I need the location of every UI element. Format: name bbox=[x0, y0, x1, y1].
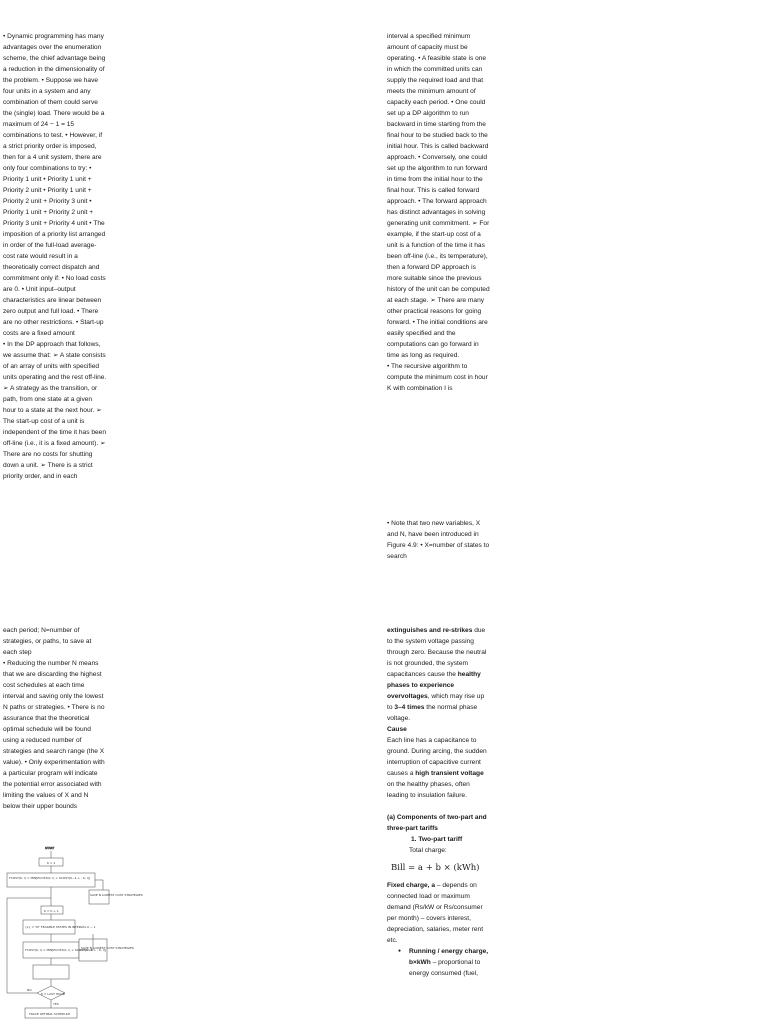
text: on the healthy phases, often leading to insulation failure. bbox=[387, 781, 470, 799]
list-item bbox=[409, 946, 491, 979]
flow-start: START bbox=[45, 846, 55, 850]
paragraph bbox=[387, 735, 491, 801]
paragraph: interval a specified minimum amount of capacity must be operating. • A feasible state is one in which the committed units can supply the required load and that meets the minimum amount of capacity each period. • One could set up a DP algorithm to run backward in time starting from the final hour to be studied back to the initial hour. This is called backward approach. • Conversely, one could set up the algorithm to run forward in time from the initial hour to the final hour. This is called forward approach. • The forward approach has distinct advantages in solving generating unit commitment. ➢ For example, if the start-up cost of a unit is a function of the time it has been off-line (i.e., its temperature), then a forward DP approach is more suitable since the previous history of the unit can be computed at each stage. ➢ There are many other practical reasons for going forward. • The initial conditions are easily specified and the computations can go forward in time as long as required. bbox=[387, 33, 490, 359]
text: – depends on connected load or maximum demand (Rs/kW or Rs/consumer per month) – covers interest, depreciation, salaries, meter rent etc. bbox=[387, 882, 484, 944]
flow-kk1: K = K + 1 bbox=[44, 909, 59, 913]
flowchart-svg bbox=[3, 843, 143, 1024]
total-charge-label: Total charge: bbox=[409, 847, 447, 854]
text: due to the system voltage passing through zero. Because the neutral is not grounded, the system capacitances cause the bbox=[387, 627, 487, 678]
dp-flowchart-figure bbox=[3, 843, 143, 1024]
text: , which may rise up to bbox=[387, 693, 485, 711]
text: – proportional to energy consumed (fuel, bbox=[409, 959, 481, 977]
flow-yes: YES bbox=[53, 1002, 59, 1006]
flow-box bbox=[33, 965, 69, 979]
text: the normal phase voltage. bbox=[387, 704, 478, 722]
text-column-top-left bbox=[3, 31, 107, 482]
text-column-top-right bbox=[387, 31, 491, 394]
bill-formula: Bill = a + b × (kWh) bbox=[391, 863, 480, 873]
text-column-bottom-left bbox=[3, 625, 107, 812]
flow-k1: K = 1 bbox=[47, 861, 56, 865]
paragraph: • Note that two new variables, X and N, have been introduced in Figure 4.9: • X=number of states to search bbox=[387, 520, 490, 560]
paragraph: • In the DP approach that follows, we assume that: ➢ A state consists of an array of units with specified units operating and the rest off-line. ➢ A strategy as the transition, or path, from one state at a given hour to a state at the next hour. ➢ The start-up cost of a unit is independent of the time it has been off-line (i.e., it is a fixed amount). ➢ There are no costs for shutting down a unit. ➢ There is a strict priority order, and in each bbox=[3, 341, 107, 480]
bold-text: 3–4 times bbox=[394, 704, 425, 711]
flow-save-n: SAVE N LOWEST COST STRATEGIES bbox=[90, 893, 143, 897]
bold-text: healthy phases to experience overvoltages bbox=[387, 671, 481, 700]
flow-l-states: {L} = "N" FEASIBLE STATES IN INTERVAL K − 1 bbox=[25, 925, 96, 929]
paragraph bbox=[387, 625, 491, 724]
paragraph bbox=[387, 880, 491, 946]
paragraph: • Reducing the number N means that we are discarding the highest cost schedules at each time interval and saving only the lowest N paths or strategies. • There is no assurance that the theoretical optimal schedule will be found using a reduced number of strategies and search range (the X value). • Only experimentation with a particular program will indicate the potential error associated with limiting the values of X and N below their upper bounds bbox=[3, 660, 105, 810]
paragraph: • The recursive algorithm to compute the minimum cost in hour K with combination I is bbox=[387, 363, 488, 392]
section-label bbox=[387, 724, 491, 735]
bold-text: Running / energy charge, b×kWh bbox=[409, 948, 489, 966]
tariff-heading-text: (a) Components of two-part and three-part tariffs bbox=[387, 814, 487, 832]
tariff-heading bbox=[387, 812, 491, 834]
flow-save-x: SAVE N LOWEST COST STRATEGIES bbox=[81, 946, 134, 950]
text-column-bottom-right bbox=[387, 625, 491, 979]
cause-label: Cause bbox=[387, 726, 407, 733]
tariff-item-text: 1. Two-part tariff bbox=[411, 836, 463, 843]
flow-trace: TRACE OPTIMAL SCHEDULE bbox=[29, 1012, 71, 1016]
bold-text: Fixed charge, a bbox=[387, 882, 436, 889]
text-column-top-right-note bbox=[387, 518, 491, 562]
flow-last-hour: K = LAST HOUR bbox=[41, 992, 65, 996]
bold-text: extinguishes and re-strikes bbox=[387, 627, 473, 634]
paragraph: • Dynamic programming has many advantages over the enumeration scheme, the chief advantage being a reduction in the dimensionality of the problem. • Suppose we have four units in a system and any combination of them could serve the (single) load. There would be a maximum of 24 − 1 = 15 combinations to test. • However, if a strict priority order is imposed, then for a 4 unit system, there are only four combinations to try: • Priority 1 unit • Priority 1 unit + Priority 2 unit • Priority 1 unit + Priority 2 unit + Priority 3 unit • Priority 1 unit + Priority 2 unit + Priority 3 unit + Priority 4 unit • The imposition of a priority list arranged in order of the full-load average-cost rate would result in a theoretically correct dispatch and commitment only if: • No load costs are 0. • Unit input–output characteristics are linear between zero output and full load. • There are no other restrictions. • Start-up costs are a fixed amount bbox=[3, 33, 106, 337]
bold-text: high transient voltage bbox=[415, 770, 484, 777]
flow-no: NO bbox=[27, 988, 32, 992]
flow-fcost1: FCOST(K, I) = MIN[PCOST(K, I) + SCOST(K−1, L : K, I)] bbox=[9, 876, 91, 880]
text: Each line has a capacitance to ground. During arcing, the sudden interruption of capacitive current causes a bbox=[387, 737, 487, 777]
flow-fcost2: FCOST(K, I) = MIN[PCOST(K, I) + SCOST(K−1, L : K, I)] bbox=[25, 948, 107, 952]
bullet-list bbox=[387, 946, 491, 979]
paragraph: each period; N=number of strategies, or paths, to save at each step bbox=[3, 627, 92, 656]
tariff-list-item bbox=[387, 834, 491, 845]
